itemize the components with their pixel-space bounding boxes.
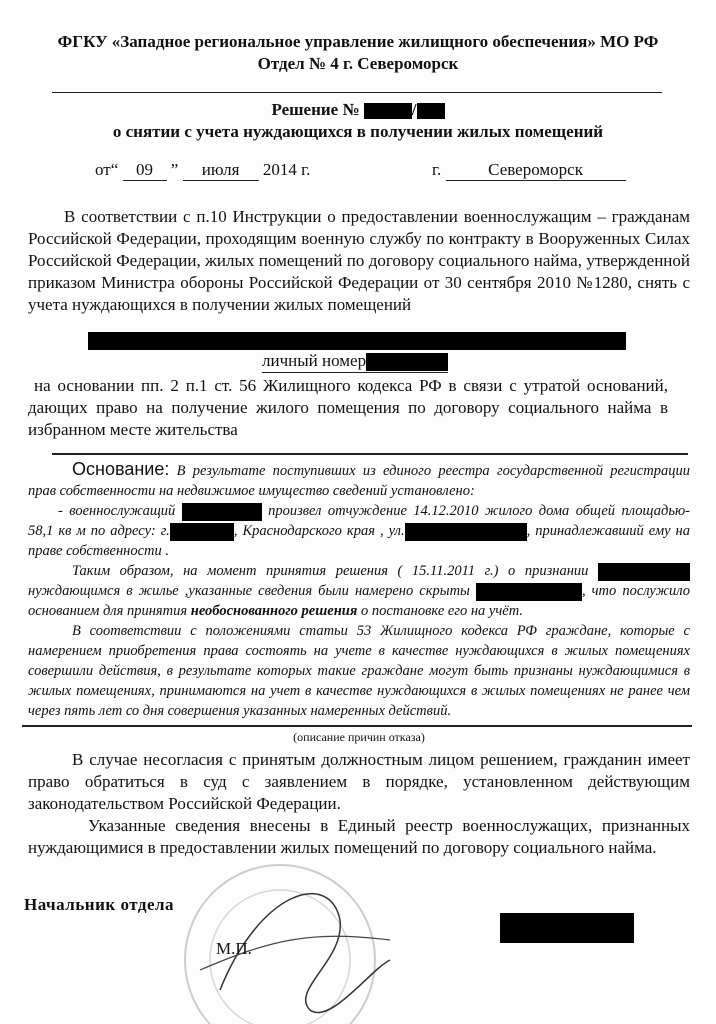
city-line [432, 160, 626, 181]
city-prefix: г. [432, 160, 442, 179]
slash: / [411, 100, 417, 119]
decision-number [0, 100, 716, 120]
divider [52, 92, 662, 93]
redaction [598, 563, 690, 581]
date-day: 09 [123, 160, 167, 181]
basis-p3c: , что послужило основанием для принятия [28, 583, 690, 619]
basis-p2a: - военнослужащий [58, 503, 176, 519]
redaction [366, 353, 448, 371]
date-month: июля [183, 160, 259, 181]
basis-p2d: , принадлежавший ему на праве собственности . [28, 523, 690, 559]
date-line [95, 160, 310, 181]
redaction [405, 523, 527, 541]
basis-p1: В результате поступивших из единого реестра государственной регистрации прав собственности на недвижимое имущество сведений установлено: [28, 463, 690, 499]
seal-place: М.П. [216, 939, 252, 958]
basis-p3-bold: необоснованного решения [190, 603, 358, 619]
redaction [417, 103, 445, 119]
header-line-1: ФГКУ «Западное региональное управление жилищного обеспечения» МО РФ [57, 32, 659, 51]
decision-title: Решение № [271, 100, 360, 119]
redaction [170, 523, 234, 541]
divider [52, 453, 688, 455]
redaction [476, 583, 582, 601]
quote: ” [170, 160, 179, 179]
signature-title: Начальник отдела [24, 895, 175, 914]
quote: “ [110, 160, 119, 179]
redaction [364, 103, 412, 119]
basis-p2c: , Краснодарского края , ул. [233, 523, 405, 539]
registry-paragraph: Указанные сведения внесены в Единый реестр военнослужащих, признанных нуждающимися в предоставлении жилых помещений по договору социального найма. [28, 816, 690, 857]
city: Североморск [446, 160, 626, 181]
personal-number-label: личный номер [262, 351, 367, 370]
basis-p4: В соответствии с положениями статьи 53 Жилищного кодекса РФ граждане, которые с намерением приобретения права состоять на учете в качестве нуждающихся в жилых помещениях совершили действия, в результате которых такие граждане могут быть признаны нуждающимися в жилых помещениях, принимаются на учет в качестве нуждающихся в жилых помещениях не ранее чем через пять лет со дня совершения указанных намеренных действий. [28, 623, 690, 719]
personal-number [262, 350, 448, 373]
header-line-2: Отдел № 4 г. Североморск [257, 54, 459, 73]
basis-p2b: произвел отчуждение 14.12.2010 жилого дома общей площадью- 58,1 кв м по адресу: г. [28, 503, 690, 539]
redaction-name [88, 332, 626, 350]
divider [22, 725, 692, 727]
redaction-signatory [500, 913, 634, 943]
basis-block [28, 459, 690, 721]
grounds-paragraph: на основании пп. 2 п.1 ст. 56 Жилищного кодекса РФ в связи с утратой оснований, дающих право на получение жилого помещения по договору социального найма в избранном месте жительства [28, 376, 668, 439]
basis-label: Основание: [72, 459, 170, 479]
decision-subtitle: о снятии с учета нуждающихся в получении жилых помещений [112, 122, 604, 141]
appeal-paragraph: В случае несогласия с принятым должностным лицом решением, гражданин имеет право обратиться в суд с заявлением в порядке, установленном действующим законодательством Российской Федерации. [28, 750, 690, 813]
basis-p3a: Таким образом, на момент принятия решения ( 15.11.2011 г.) о признании [72, 563, 589, 579]
intro-paragraph: В соответствии с п.10 Инструкции о предоставлении военнослужащим – гражданам Российской Федерации, проходящим военную службу по контракту в Вооруженных Силах Российской Федерации, жилых помещений по договору социального найма, утвержденной приказом Министра обороны Российской Федерации от 30 сентября 2010 №1280, снять с учета нуждающихся в получении жилых помещений [28, 207, 690, 314]
date-year: 2014 [262, 160, 297, 179]
basis-p3b: нуждающимся в жилье ,указанные сведения были намерено скрыты [28, 583, 470, 599]
caption: (описание причин отказа) [293, 730, 425, 744]
basis-p3d: о постановке его на учёт. [360, 603, 523, 619]
year-suffix: г. [301, 160, 311, 179]
redaction [182, 503, 262, 521]
signature-block [24, 895, 690, 965]
document-body [24, 206, 690, 965]
date-prefix: от [95, 160, 111, 179]
